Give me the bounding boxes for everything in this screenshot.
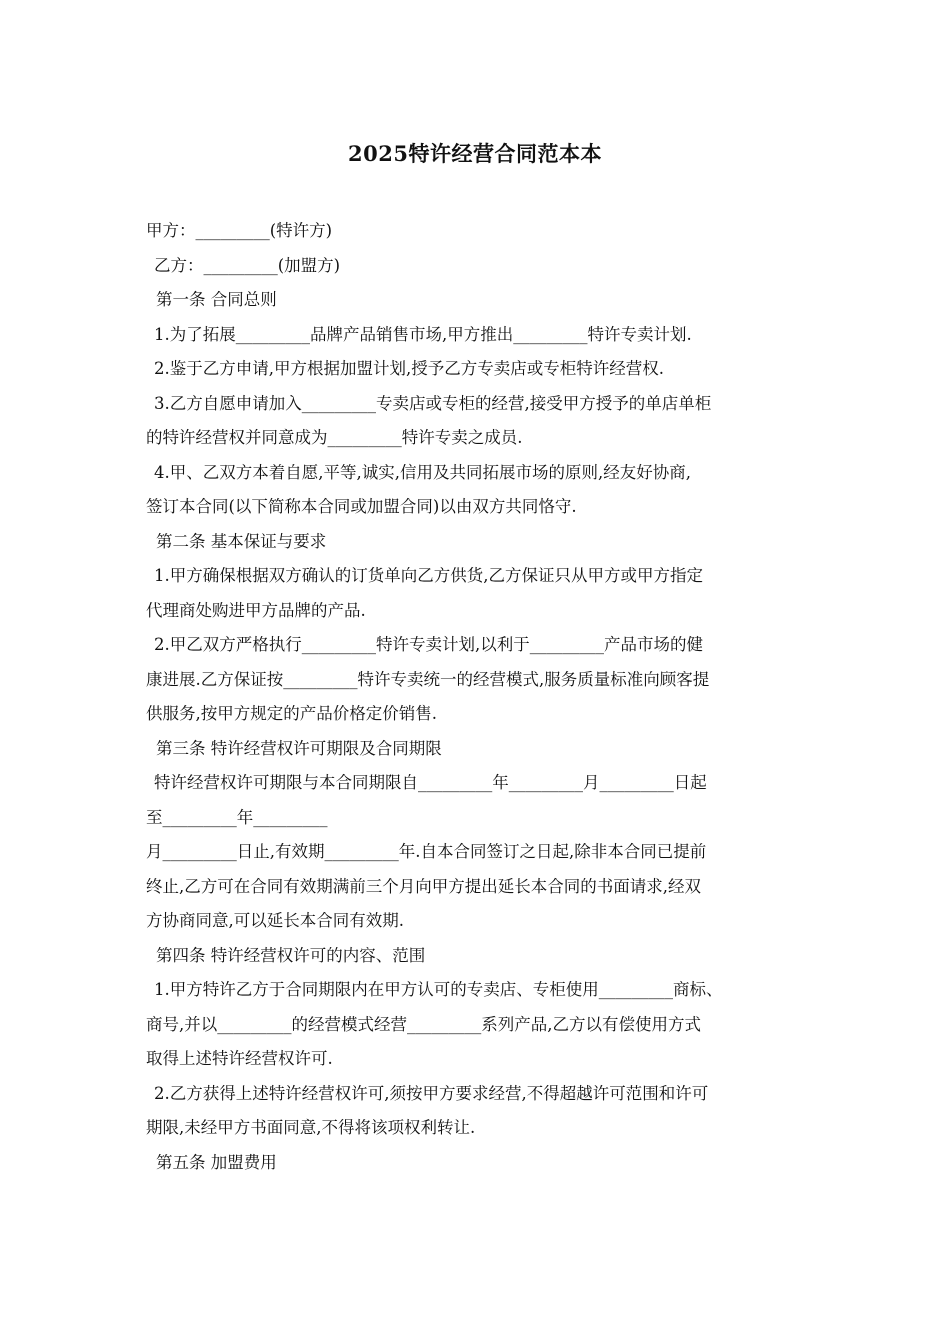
paragraph-line: 康进展.乙方保证按_________特许专卖统一的经营模式,服务质量标准向顾客提 (146, 669, 710, 689)
paragraph-line: 月_________日止,有效期_________年.自本合同签订之日起,除非本合同已提前 (146, 842, 707, 861)
paragraph-line: 供服务,按甲方规定的产品价格定价销售. (146, 704, 437, 723)
article-1-heading: 第一条 合同总则 (156, 290, 277, 309)
paragraph-line: 1.甲方特许乙方于合同期限内在甲方认可的专卖店、专柜使用_________商标、 (154, 980, 723, 999)
document-body (146, 214, 810, 1180)
paragraph-line: 签订本合同(以下简称本合同或加盟合同)以由双方共同恪守. (146, 497, 577, 516)
paragraph-line: 2.乙方获得上述特许经营权许可,须按甲方要求经营,不得超越许可范围和许可 (154, 1083, 709, 1103)
paragraph-line: 特许经营权许可期限与本合同期限自_________年_________月_________日起 (154, 773, 707, 792)
paragraph-line: 3.乙方自愿申请加入_________专卖店或专柜的经营,接受甲方授予的单店单柜 (154, 393, 712, 413)
paragraph-line: 代理商处购进甲方品牌的产品. (146, 600, 366, 620)
paragraph-line: 4.甲、乙双方本着自愿,平等,诚实,信用及共同拓展市场的原则,经友好协商, (154, 462, 691, 482)
article-3-heading: 第三条 特许经营权许可期限及合同期限 (156, 738, 442, 758)
party-b-line: 乙方：_________(加盟方) (154, 255, 341, 275)
paragraph-line: 2.甲乙双方严格执行_________特许专卖计划,以利于_________产品市场的健 (154, 635, 703, 654)
paragraph-line: 期限,未经甲方书面同意,不得将该项权利转让. (146, 1118, 476, 1137)
party-a-line: 甲方：_________(特许方) (146, 221, 333, 240)
paragraph-line: 2.鉴于乙方申请,甲方根据加盟计划,授予乙方专卖店或专柜特许经营权. (154, 359, 664, 378)
article-5-heading: 第五条 加盟费用 (156, 1152, 277, 1172)
paragraph-line: 取得上述特许经营权许可. (146, 1049, 333, 1068)
document-title: 2025特许经营合同范本本 (348, 141, 602, 166)
article-2-heading: 第二条 基本保证与要求 (156, 531, 327, 551)
paragraph-line: 终止,乙方可在合同有效期满前三个月向甲方提出延长本合同的书面请求,经双 (146, 876, 701, 896)
paragraph-line: 至_________年_________ (146, 807, 328, 827)
paragraph-line: 方协商同意,可以延长本合同有效期. (146, 911, 404, 930)
paragraph-line: 1.为了拓展_________品牌产品销售市场,甲方推出_________特许专卖计划. (154, 324, 692, 344)
paragraph-line: 商号,并以_________的经营模式经营_________系列产品,乙方以有偿使用方式 (146, 1014, 701, 1034)
article-4-heading: 第四条 特许经营权许可的内容、范围 (156, 945, 426, 965)
paragraph-line: 的特许经营权并同意成为_________特许专卖之成员. (146, 428, 523, 447)
paragraph-line: 1.甲方确保根据双方确认的订货单向乙方供货,乙方保证只从甲方或甲方指定 (154, 566, 703, 585)
